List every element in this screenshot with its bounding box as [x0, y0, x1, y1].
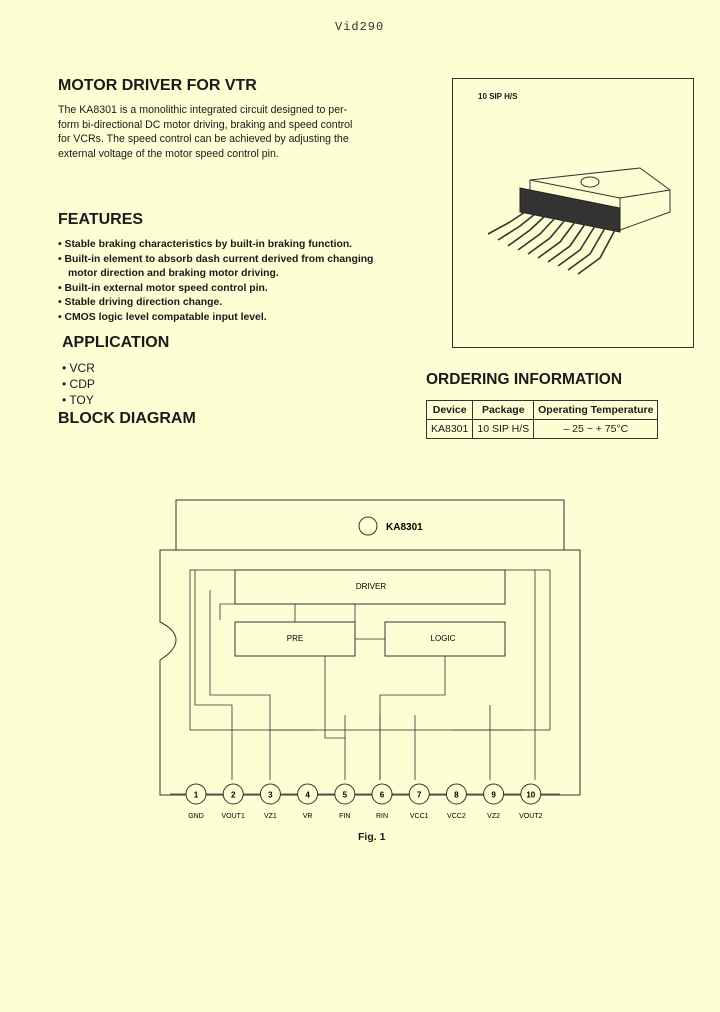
pre-label: PRE — [286, 634, 304, 643]
application-list — [62, 360, 95, 408]
pin-label: VCC2 — [447, 813, 466, 820]
pin-label: FIN — [339, 813, 351, 820]
feature-item: • Stable braking characteristics by built-in braking function. — [58, 239, 353, 250]
pin-number: 5 — [342, 790, 348, 800]
feature-item: • CMOS logic level compatable input level. — [58, 311, 267, 323]
logic-label: LOGIC — [430, 634, 456, 643]
pin-label: VOUT2 — [519, 813, 543, 820]
driver-label: DRIVER — [355, 582, 387, 591]
feature-item: motor direction and braking motor driving. — [68, 268, 279, 280]
features-list — [58, 238, 428, 326]
table-row — [427, 420, 658, 439]
pin-number: 7 — [416, 790, 422, 800]
ordering-table — [426, 400, 658, 439]
intro-line: external voltage of the motor speed control pin. — [58, 147, 279, 160]
pin-row — [170, 778, 560, 826]
column-header-package: Package — [473, 401, 534, 420]
pin-number: 4 — [305, 790, 310, 800]
features-heading: FEATURES — [58, 211, 144, 228]
chip-marker — [359, 517, 377, 535]
ordering-heading: ORDERING INFORMATION — [426, 371, 623, 388]
pin-number: 3 — [268, 790, 273, 800]
pin-label: GND — [188, 813, 204, 820]
package-illustration — [470, 150, 680, 280]
feature-item: • Built-in element to absorb dash current derived from changing — [58, 253, 374, 265]
pin-number: 1 — [193, 790, 199, 800]
pin-number: 9 — [491, 790, 496, 800]
pin-number: 8 — [454, 790, 459, 800]
application-item: • VCR — [62, 361, 95, 375]
pin-label: VOUT1 — [221, 813, 245, 820]
page-title: MOTOR DRIVER FOR VTR — [58, 77, 257, 94]
pin-number: 10 — [526, 790, 536, 800]
intro-line: for VCRs. The speed control can be achieved by adjusting the — [58, 133, 349, 146]
pin-label: VR — [302, 813, 313, 820]
table-header-row — [427, 401, 658, 420]
intro-line: The KA8301 is a monolithic integrated circuit designed to per- — [58, 104, 348, 116]
document-code: Vid290 — [335, 20, 385, 34]
figure-caption: Fig. 1 — [358, 831, 386, 843]
application-item: • CDP — [62, 377, 95, 391]
column-header-device: Device — [427, 401, 473, 420]
intro-paragraph — [58, 103, 408, 161]
pin-number: 6 — [379, 790, 385, 800]
block-diagram-heading: BLOCK DIAGRAM — [58, 410, 196, 427]
cell-temperature: – 25 ~ + 75°C — [534, 420, 658, 439]
chip-name: KA8301 — [386, 522, 423, 533]
application-heading: APPLICATION — [62, 334, 170, 351]
feature-item: • Stable driving direction change. — [58, 297, 223, 309]
package-label: 10 SIP H/S — [478, 92, 518, 101]
pin-label: VZ2 — [487, 813, 501, 820]
column-header-temperature: Operating Temperature — [534, 401, 658, 420]
pin-label: RIN — [375, 813, 389, 820]
pin-number: 2 — [230, 790, 236, 800]
pin-label: VCC1 — [409, 813, 429, 820]
intro-line: form bi-directional DC motor driving, braking and speed control — [58, 118, 353, 131]
application-item: • TOY — [62, 393, 94, 407]
pin-label: VZ1 — [263, 813, 277, 820]
cell-package: 10 SIP H/S — [473, 420, 534, 439]
feature-item: • Built-in external motor speed control pin. — [58, 282, 268, 294]
cell-device: KA8301 — [427, 420, 473, 439]
